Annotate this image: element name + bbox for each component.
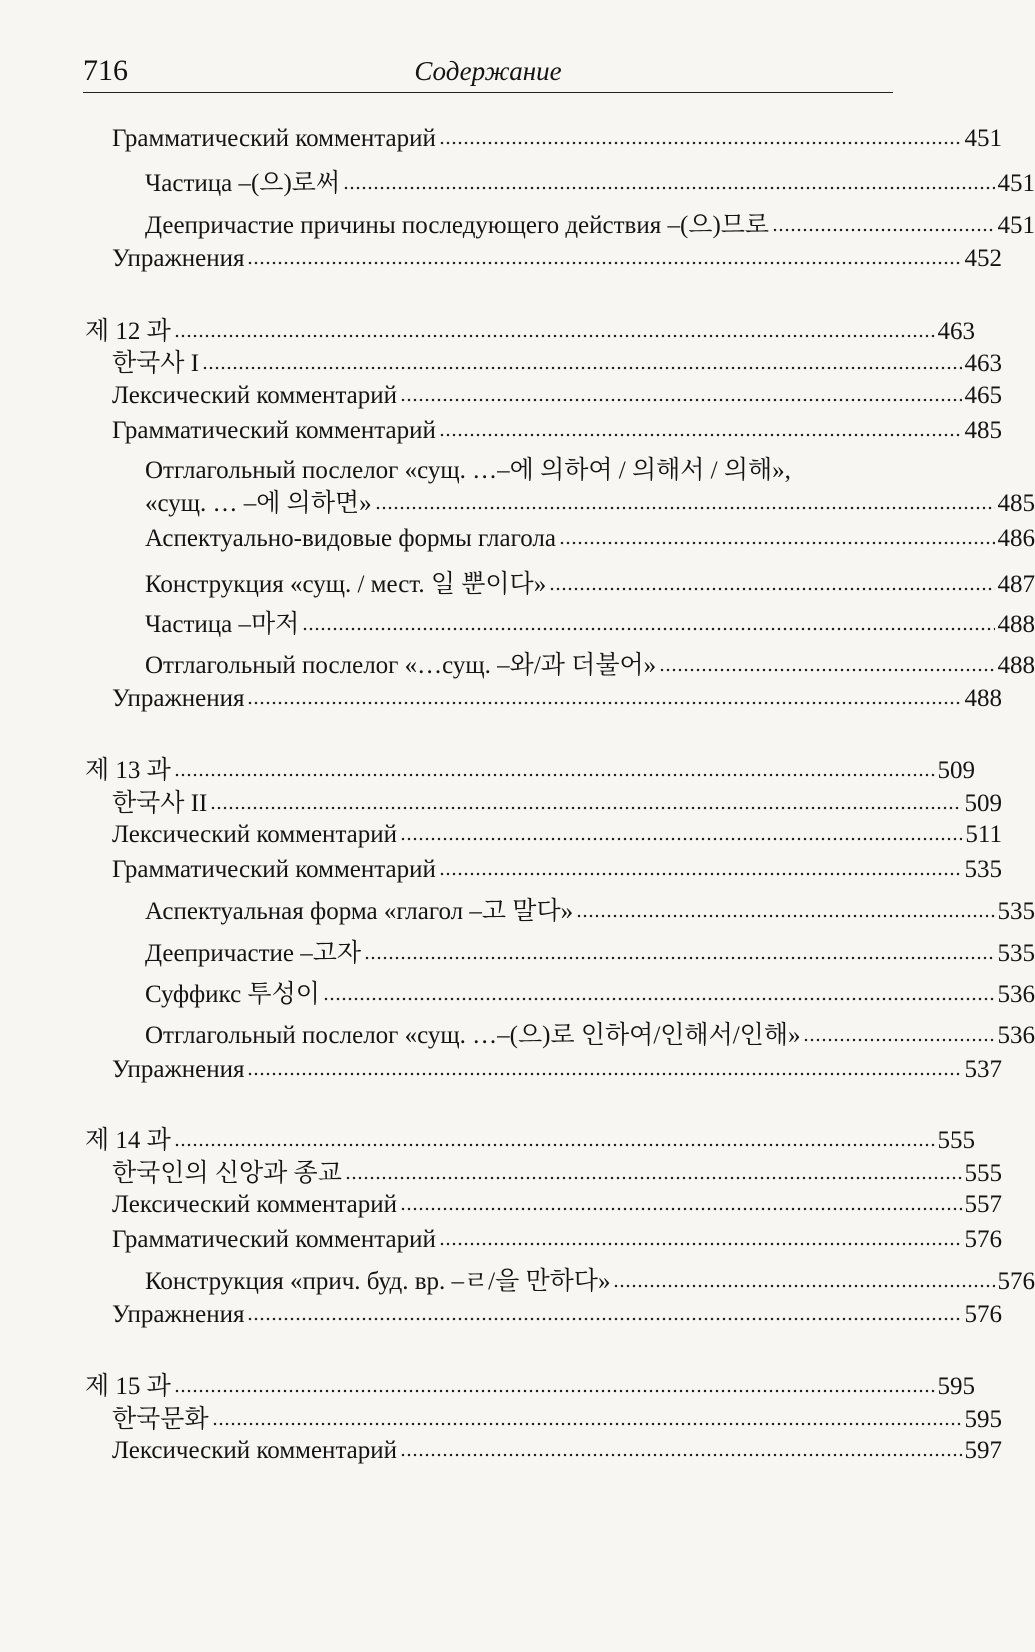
leader-dots	[439, 854, 962, 877]
leader-dots	[400, 1189, 961, 1212]
toc-entry[interactable]: Конструкция «прич. буд. вр. –ㄹ/을 만하다» 576	[145, 1268, 1035, 1295]
leader-dots	[364, 939, 994, 962]
toc-entry[interactable]: Деепричастие причины последующего действия –(으)므로 451	[145, 212, 1035, 239]
leader-dots	[549, 570, 994, 593]
leader-dots	[772, 211, 994, 234]
toc-entry[interactable]: Упражнения 537	[112, 1055, 1002, 1083]
toc-entry[interactable]: Грамматический комментарий 451	[112, 124, 1002, 152]
toc-lesson[interactable]: 제 13 과 509	[85, 757, 975, 784]
toc-entry[interactable]: 한국문화 595	[112, 1406, 1002, 1433]
toc-entry-first-line: Отглагольный послелог «сущ. …–에 의하여 / 의해서 / 의해»,	[145, 457, 791, 484]
toc-entry[interactable]: Упражнения 452	[112, 244, 1002, 272]
toc-lesson[interactable]: 제 14 과 555	[85, 1127, 975, 1154]
toc-entry[interactable]: Упражнения 488	[112, 684, 1002, 712]
leader-dots	[174, 1372, 935, 1395]
toc-entry[interactable]: Лексический комментарий 597	[112, 1436, 1002, 1464]
toc-entry[interactable]: Частица –(으)로써 451	[145, 170, 1035, 197]
leader-dots	[375, 489, 995, 512]
toc-entry[interactable]: 한국사 I 463	[112, 350, 1002, 377]
leader-dots	[439, 415, 962, 438]
toc-entry[interactable]: «сущ. … –에 의하면» 485	[145, 490, 1035, 517]
leader-dots	[247, 1299, 961, 1322]
leader-dots	[559, 523, 995, 546]
leader-dots	[212, 1405, 962, 1428]
toc-entry[interactable]: Лексический комментарий 465	[112, 381, 1002, 409]
page-header	[83, 52, 893, 93]
leader-dots	[210, 789, 961, 812]
leader-dots	[174, 317, 935, 340]
leader-dots	[247, 243, 961, 266]
leader-dots	[803, 1021, 994, 1044]
toc-entry[interactable]: Отглагольный послелог «сущ. …–(으)로 인하여/인해서/인해» 536	[145, 1022, 1035, 1049]
toc-entry[interactable]: Деепричастие –고자 535	[145, 940, 1035, 967]
leader-dots	[400, 819, 962, 842]
toc-entry[interactable]: 한국인의 신앙과 종교 555	[112, 1160, 1002, 1187]
leader-dots	[659, 651, 994, 674]
toc-entry[interactable]: Грамматический комментарий 535	[112, 855, 1002, 883]
toc-entry[interactable]: 한국사 II 509	[112, 790, 1002, 817]
toc-entry[interactable]: Лексический комментарий 511	[112, 820, 1002, 848]
page-number: 716	[83, 54, 128, 87]
leader-dots	[247, 683, 961, 706]
toc-lesson[interactable]: 제 15 과 595	[85, 1373, 975, 1400]
leader-dots	[302, 610, 994, 633]
leader-dots	[343, 169, 994, 192]
leader-dots	[345, 1159, 962, 1182]
leader-dots	[439, 123, 962, 146]
leader-dots	[613, 1267, 994, 1290]
toc-lesson[interactable]: 제 12 과 463	[85, 318, 975, 345]
running-title: Содержание	[414, 56, 562, 86]
leader-dots	[439, 1224, 962, 1247]
toc-entry[interactable]: Конструкция «сущ. / мест. 일 뿐이다» 487	[145, 571, 1035, 598]
leader-dots	[174, 1126, 935, 1149]
toc-entry[interactable]: Аспектуально-видовые формы глагола 486	[145, 524, 1035, 552]
toc-entry[interactable]: Отглагольный послелог «…сущ. –와/과 더불어» 488	[145, 652, 1035, 679]
leader-dots	[576, 897, 994, 920]
leader-dots	[174, 756, 935, 779]
leader-dots	[400, 380, 961, 403]
leader-dots	[323, 980, 995, 1003]
leader-dots	[247, 1054, 961, 1077]
leader-dots	[400, 1435, 961, 1458]
toc-entry[interactable]: Аспектуальная форма «глагол –고 말다» 535	[145, 898, 1035, 925]
leader-dots	[202, 349, 961, 372]
toc-entry[interactable]: Лексический комментарий 557	[112, 1190, 1002, 1218]
toc-entry[interactable]: Грамматический комментарий 576	[112, 1225, 1002, 1253]
toc-entry[interactable]: Частица –마저 488	[145, 611, 1035, 638]
toc-entry[interactable]: Суффикс 투성이 536	[145, 981, 1035, 1008]
toc-entry[interactable]: Грамматический комментарий 485	[112, 416, 1002, 444]
toc-entry[interactable]: Упражнения 576	[112, 1300, 1002, 1328]
